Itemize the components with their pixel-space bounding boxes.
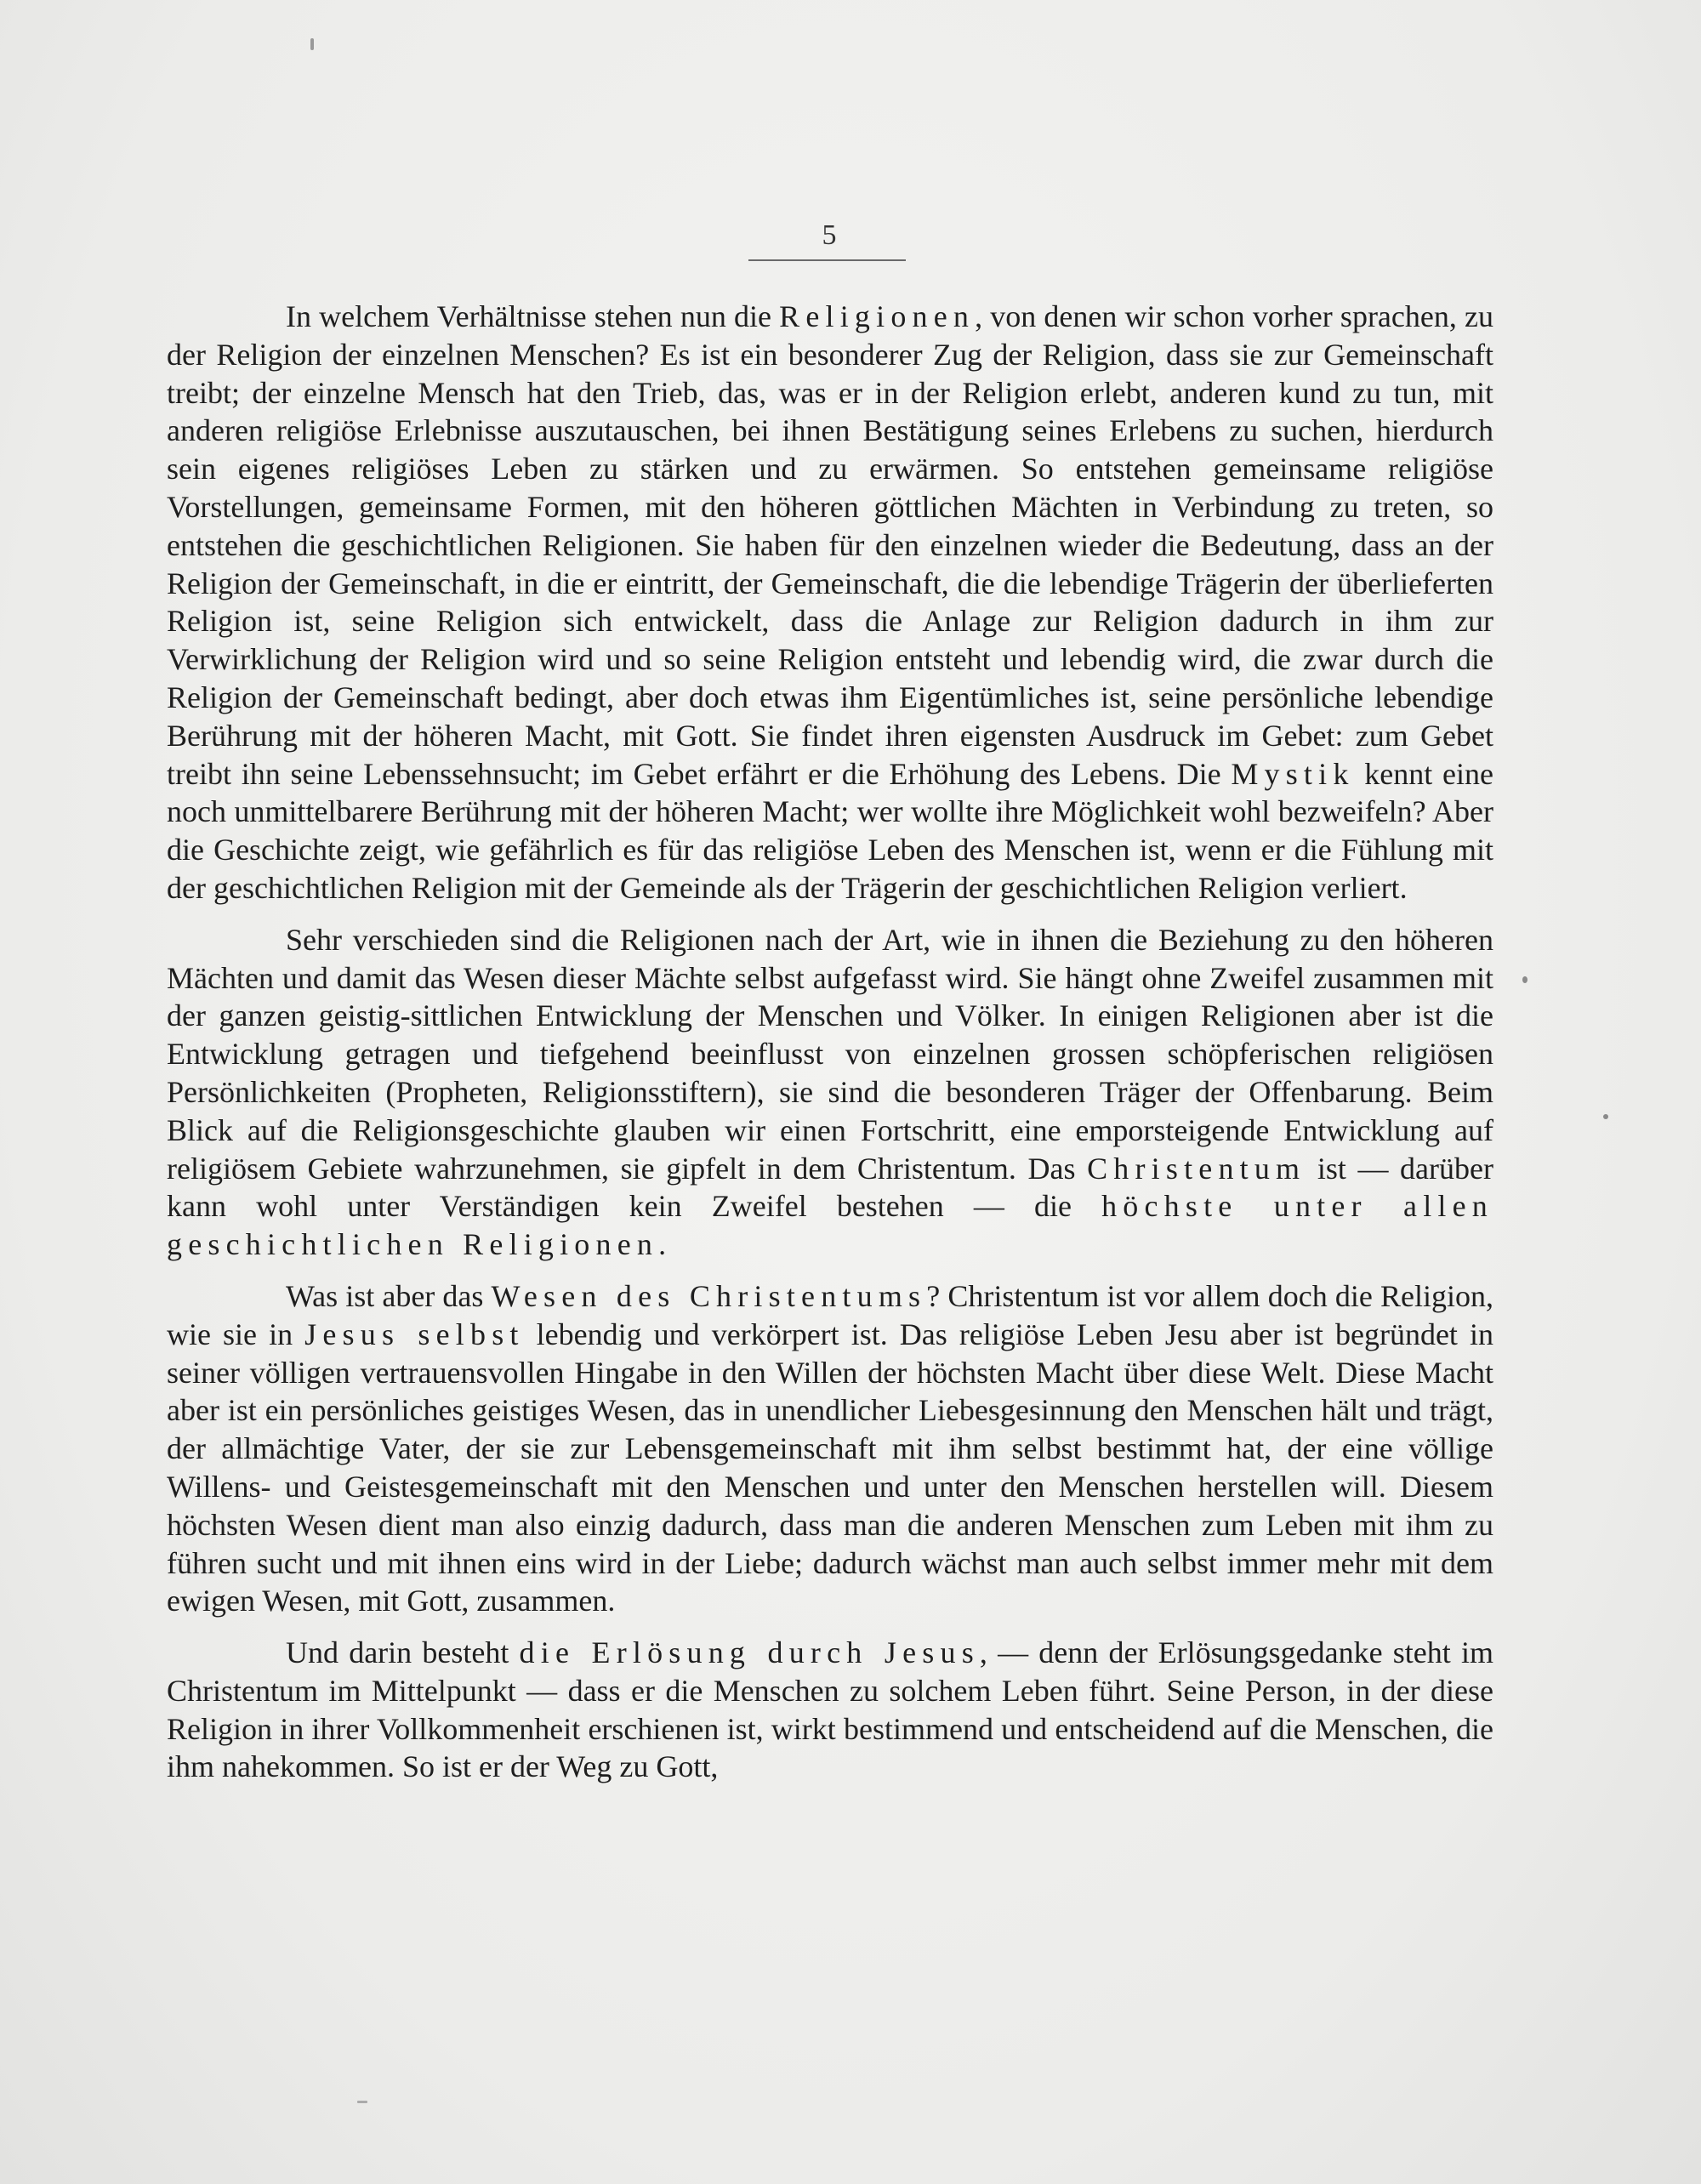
text-run: lebendig und verkörpert ist. Das religiöse Leben Jesu aber ist begründet in seiner völligen vertrauensvollen Hingabe in den Willen der höchsten Macht über diese Welt. Diese Macht aber ist ein persönliches geistiges Wesen, das in unendlicher Liebesgesinnung den Menschen hält und trägt, der allmächtige Vater, der sie zur Lebensgemeinschaft mit ihm selbst bestimmt hat, der eine völlige Willens- und Geistesgemeinschaft mit den Menschen und unter den Menschen herstellen will. Diesem höchsten Wesen dient man also einzig dadurch, dass man die anderen Menschen zum Leben mit ihm zu führen sucht und mit ihnen eins wird in der Liebe; dadurch wächst man auch selbst immer mehr mit dem ewigen Wesen, mit Gott, zusammen. bbox=[167, 1317, 1493, 1618]
text-run: In welchem Verhältnisse stehen nun die bbox=[286, 299, 780, 333]
text-run: . bbox=[658, 1227, 667, 1262]
text-run: , — denn der Erlösungsgedanke steht im Christentum im Mittelpunkt — dass er die Menschen zu solchem Leben führt. Seine Person, in der diese Religion in ihrer Vollkommenheit erschienen ist, wirkt bestimmend und entscheidend auf die Menschen, die ihm nahekommen. So ist er der Weg zu Gott, bbox=[167, 1635, 1493, 1784]
scan-speck bbox=[1522, 976, 1527, 983]
paragraph-4 bbox=[167, 1634, 1493, 1786]
scan-speck bbox=[310, 38, 314, 50]
text-run: ? Christentum ist vor allem doch die Religion, wie sie in bbox=[167, 1278, 1493, 1351]
emphasis-religionen: Religionen bbox=[779, 299, 976, 333]
body-text bbox=[167, 298, 1493, 1786]
scan-speck bbox=[1603, 1114, 1608, 1119]
text-run: , von denen wir schon vorher sprachen, zu der Religion der einzelnen Menschen? Es ist ein besonderer Zug der Religion, dass sie zur Gemeinschaft treibt; der einzelne Mensch hat den Trieb, das, was er in der Religion erlebt, anderen kund zu tun, mit anderen religiöse Erlebnisse auszutauschen, bei ihnen Bestätigung seines Erlebens zu suchen, hierdurch sein eigenes religiöses Leben zu stärken und zu erwärmen. So entstehen gemeinsame religiöse Vorstellungen, gemeinsame Formen, mit den höheren göttlichen Mächten in Verbindung zu treten, so entstehen die geschichtlichen Religionen. Sie haben für den einzelnen wieder die Bedeutung, dass an der Religion der Gemeinschaft, in die er eintritt, der Gemeinschaft, die die lebendige Trägerin der überlieferten Religion ist, seine Religion sich entwickelt, dass die Anlage zur Religion dadurch in ihm zur Verwirklichung der Religion wird und so seine Religion entsteht und lebendig wird, die zwar durch die Religion der Gemeinschaft bedingt, aber doch etwas ihm Eigentümliches ist, seine persönliche lebendige Berührung mit der höheren Macht, mit Gott. Sie findet ihren eigensten Ausdruck im Gebet: zum Gebet treibt ihn seine Lebenssehnsucht; im Gebet erfährt er die Erhöhung des Lebens. Die bbox=[167, 299, 1493, 791]
emphasis-hoechste-religion: höchste unter allen geschichtlichen Religionen bbox=[167, 1189, 1493, 1262]
emphasis-jesus-selbst: Jesus selbst bbox=[304, 1317, 525, 1351]
emphasis-mystik: Mystik bbox=[1231, 756, 1355, 791]
emphasis-christentum: Christentum bbox=[1087, 1151, 1306, 1186]
text-run: kennt eine noch unmittelbarere Berührung mit der höheren Macht; wer wollte ihre Möglichkeit wohl bezweifeln? Aber die Geschichte zeigt, wie gefährlich es für das religiöse Leben des Menschen ist, wenn er die Fühlung mit der geschichtlichen Religion mit der Gemeinde als der Trägerin der geschichtlichen Religion verliert. bbox=[167, 756, 1493, 905]
page-number: 5 bbox=[822, 219, 837, 251]
emphasis-wesen-christentums: Wesen des Christentums bbox=[491, 1278, 927, 1313]
scan-speck bbox=[357, 2101, 367, 2103]
paragraph-3 bbox=[167, 1277, 1493, 1620]
paragraph-1 bbox=[167, 298, 1493, 907]
text-run: Was ist aber das bbox=[286, 1278, 492, 1313]
header-rule bbox=[748, 259, 906, 261]
text-run: Und darin besteht bbox=[286, 1635, 520, 1670]
paragraph-2 bbox=[167, 921, 1493, 1264]
text-run: ist — darüber kann wohl unter Verständigen kein Zweifel bestehen — die bbox=[167, 1151, 1493, 1224]
emphasis-erloesung: die Erlösung durch Jesus bbox=[519, 1635, 980, 1670]
text-run: Sehr verschieden sind die Religionen nach der Art, wie in ihnen die Beziehung zu den höheren Mächten und damit das Wesen dieser Mächte selbst aufgefasst wird. Sie hängt ohne Zweifel zusammen mit der ganzen geistig-sittlichen Entwicklung der Menschen und Völker. In einigen Religionen aber ist die Entwicklung getragen und tiefgehend beeinflusst von einzelnen grossen schöpferischen religiösen Persönlichkeiten (Propheten, Religionsstiftern), sie sind die besonderen Träger der Offenbarung. Beim Blick auf die Religionsgeschichte glauben wir einen Fortschritt, eine emporsteigende Entwicklung auf religiösem Gebiete wahrzunehmen, sie gipfelt in dem Christentum. Das bbox=[167, 922, 1493, 1186]
